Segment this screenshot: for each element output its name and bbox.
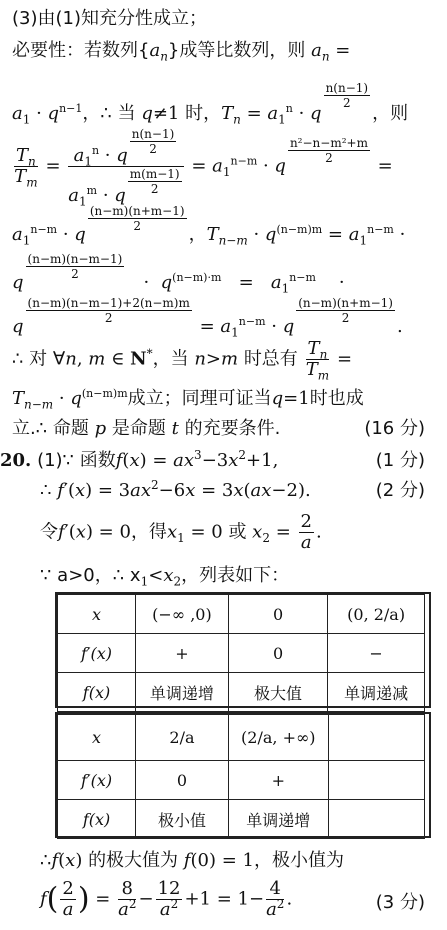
points-3: (3 分) xyxy=(375,892,425,913)
table-cell: 0 xyxy=(228,595,327,634)
table-cell: 极大值 xyxy=(228,673,327,712)
table-cell: x xyxy=(58,715,136,761)
table-row xyxy=(58,595,425,634)
question-number-20: 20. xyxy=(0,450,32,471)
line-13-text-b: ，得 xyxy=(130,521,167,543)
table-cell xyxy=(328,761,424,800)
line-13-text-c: 或 xyxy=(228,521,247,543)
line-11-text-a: (1)∵ 函数 xyxy=(37,450,116,471)
line-4: $\frac{T_n}{T_m}$ = $a_1^n \cdot q$ $\frac{n(n-1)}{2}$ $a_1^m \cdot q$ $\frac{m(m-1)}{2}$ = $a_1^{n-m} \cdot q$ $\frac{\text{n²−n−m²+m}}{2}$ = xyxy=(14,127,393,209)
table-cell: 0 xyxy=(228,634,327,673)
table-row xyxy=(58,634,425,673)
line-10-text-c: 的充要条件. xyxy=(184,418,281,439)
line-13-text-a: 令 xyxy=(40,521,58,543)
variation-table-2 xyxy=(57,714,425,839)
table-cell: f′(x) xyxy=(58,634,136,673)
variation-table-1 xyxy=(57,594,425,712)
line-15-text-a: ∴ xyxy=(40,850,52,871)
table-cell: 0 xyxy=(136,761,229,800)
table-cell xyxy=(328,715,424,761)
line-10: 立.∴ 命题 p 是命题 t 的充要条件. (16 分) xyxy=(12,418,425,439)
line-8: ∴ 对 ∀n, m ∈ N*，当 n>m 时总有 $\frac{T_n}{T_m}$ = xyxy=(12,338,353,383)
line-10-text-a: 立.∴ 命题 xyxy=(12,418,89,439)
table-cell: 单调递增 xyxy=(228,800,328,839)
line-11: 20. (1)∵ 函数$f(x) = ax^3-3x^2+1$, (1 分) xyxy=(0,448,425,471)
table-row xyxy=(58,715,425,761)
line-8-text-c: 时总有 xyxy=(243,348,298,370)
line-3-text-b: 时， xyxy=(185,103,222,124)
line-2: 必要性：若数列$\{a_n\}$成等比数列，则 $a_n$ = xyxy=(12,40,351,64)
line-15: ∴f(x) 的极大值为 f(0) = 1，极小值为 xyxy=(40,850,344,871)
line-3-text-a: ，∴ 当 xyxy=(82,103,136,124)
line-12: ∴ $f'(x) = 3ax^2-6x = 3x(ax-2)$. (2 分) xyxy=(40,478,425,501)
line-3: $a_1 \cdot q^{n-1}$，∴ 当 q≠1 时，$T_n = a_1^n \cdot q$ $\frac{n(n-1)}{2}$ ，则 xyxy=(12,81,409,127)
table-cell: x xyxy=(58,595,136,634)
line-15-text-c: ，极小值为 xyxy=(253,850,344,871)
line-9-text-b: 时也成 xyxy=(309,388,364,409)
table-cell: f′(x) xyxy=(58,761,136,800)
points-16: (16 分) xyxy=(364,418,425,439)
table-cell: f(x) xyxy=(58,800,136,839)
line-10-text-b: 是命题 xyxy=(111,418,166,439)
table-cell: (0, 2/a) xyxy=(328,595,425,634)
line-9: $T_{n-m} \cdot q^{(n-m)m}$成立；同理可证当q=1时也成 xyxy=(12,387,364,412)
line-7: q $\frac{(n-m)(n-m-1)+2(n-m)m}{2}$ = $a_1^{n-m} \cdot q$ $\frac{(n-m)(n+m-1)}{2}$ . xyxy=(12,296,403,340)
table-cell: 单调递减 xyxy=(328,673,425,712)
table-cell: + xyxy=(136,634,229,673)
line-13: 令f′(x) = 0，得$x_1 = 0$ 或 $x_2$ = $\frac{2}{a}$ . xyxy=(40,511,322,553)
line-14-text-a: ∵ a>0，∴ x xyxy=(40,565,141,586)
line-6: q $\frac{(n-m)(n-m-1)}{2}$ · $q^{(n-m)\cdot m} = a_1^{n-m}$ · xyxy=(12,252,345,296)
line-14-text-b: ，列表如下： xyxy=(181,565,290,586)
table-cell: 极小值 xyxy=(136,800,229,839)
table-row xyxy=(58,761,425,800)
line-16: f( $\frac{2}{a}$ ) = $\frac{8}{a^2}$ − $\frac{12}{a^2}$ +1 = 1− $\frac{4}{a^2}$ . (3 分) xyxy=(40,878,425,920)
line-2-text-b: }成等比数列，则 xyxy=(167,40,306,61)
table-row xyxy=(58,673,425,712)
table-cell: (−∞ ,0) xyxy=(136,595,229,634)
line-9-text-a: 成立；同理可证当 xyxy=(127,388,272,409)
table-cell: (2/a, +∞) xyxy=(228,715,328,761)
line-3-text-c: ，则 xyxy=(372,103,409,124)
line-5: $a_1^{n-m} \cdot q$ $\frac{(n-m)(n+m-1)}{2}$ ，$T_{n-m} \cdot q^{(n-m)m} = a_1^{n-m}$ · xyxy=(12,204,406,248)
table-row xyxy=(58,800,425,839)
line-2-text-a: 必要性：若数列{ xyxy=(12,40,150,61)
points-2: (2 分) xyxy=(375,480,425,501)
table-cell xyxy=(328,800,424,839)
line-8-text-a: ∴ 对 ∀ xyxy=(12,348,66,370)
line-5-comma: ， xyxy=(188,224,207,245)
table-cell: f(x) xyxy=(58,673,136,712)
table-cell: + xyxy=(228,761,328,800)
line-8-text-b: ，当 xyxy=(152,348,189,370)
table-cell: 2/a xyxy=(136,715,229,761)
line-15-text-b: 的极大值为 xyxy=(88,850,179,871)
table-cell: 单调递增 xyxy=(136,673,229,712)
line-14: ∵ a>0，∴ $x_1<x_2$，列表如下： xyxy=(40,565,290,589)
table-cell: − xyxy=(328,634,425,673)
line-1: (3)由(1)知充分性成立； xyxy=(12,8,207,29)
points-1: (1 分) xyxy=(375,450,425,471)
